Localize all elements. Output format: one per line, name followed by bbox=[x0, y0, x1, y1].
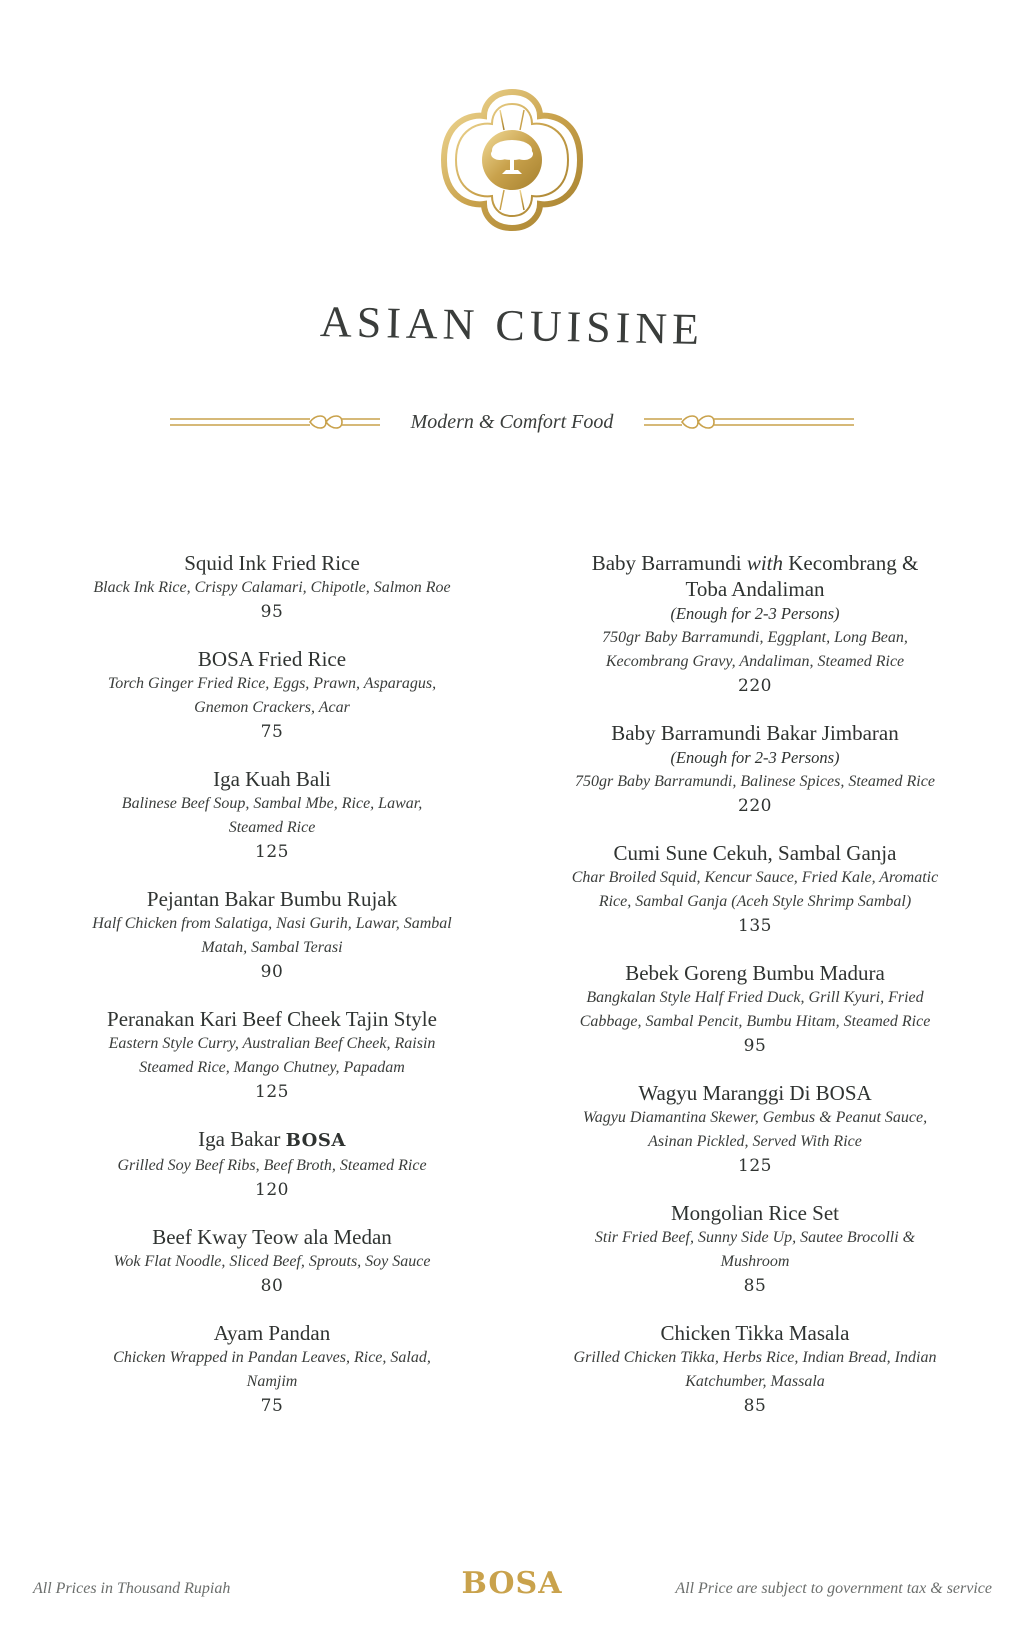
item-name: BOSA Fried Rice bbox=[197, 647, 347, 671]
subtitle: Modern & Comfort Food bbox=[410, 410, 614, 433]
item-description: Eastern Style Curry, Australian Beef Cheek, Raisin bbox=[108, 1035, 436, 1052]
item-price: 85 bbox=[743, 1276, 767, 1296]
item-name-text: Kecombrang & bbox=[783, 551, 919, 575]
item-description: Cabbage, Sambal Pencit, Bumbu Hitam, Steamed Rice bbox=[579, 1013, 931, 1030]
item-price: 75 bbox=[260, 722, 284, 742]
item-name bbox=[82, 1126, 462, 1154]
menu-item bbox=[555, 840, 955, 938]
left-ornament-icon bbox=[170, 412, 380, 432]
item-price: 220 bbox=[738, 676, 772, 696]
item-price: 80 bbox=[260, 1276, 284, 1296]
item-price: 95 bbox=[260, 602, 284, 622]
menu-item bbox=[555, 960, 955, 1058]
item-name-italic: with bbox=[746, 551, 784, 575]
menu-item bbox=[82, 1320, 462, 1418]
item-name-text: Baby Barramundi bbox=[591, 551, 747, 575]
item-name: Peranakan Kari Beef Cheek Tajin Style bbox=[107, 1007, 437, 1031]
item-description: 750gr Baby Barramundi, Eggplant, Long Bean, bbox=[602, 629, 908, 646]
item-name bbox=[555, 550, 955, 576]
item-description: Torch Ginger Fried Rice, Eggs, Prawn, Asparagus, bbox=[107, 675, 437, 692]
item-name: Cumi Sune Cekuh, Sambal Ganja bbox=[613, 841, 897, 865]
menu-column-right bbox=[555, 550, 955, 1440]
item-description: Chicken Wrapped in Pandan Leaves, Rice, Salad, bbox=[113, 1349, 431, 1366]
item-description: Grilled Chicken Tikka, Herbs Rice, Indian Bread, Indian bbox=[573, 1349, 937, 1366]
item-name: Wagyu Maranggi Di BOSA bbox=[638, 1081, 872, 1105]
item-description: Bangkalan Style Half Fried Duck, Grill Kyuri, Fried bbox=[586, 989, 924, 1006]
item-price: 120 bbox=[255, 1180, 289, 1200]
item-price: 220 bbox=[738, 796, 772, 816]
item-description: 750gr Baby Barramundi, Balinese Spices, Steamed Rice bbox=[575, 773, 935, 790]
item-serving-note: (Enough for 2-3 Persons) bbox=[670, 748, 840, 767]
item-name: Chicken Tikka Masala bbox=[660, 1321, 850, 1345]
footer-brand-logo: BOSA bbox=[461, 1566, 563, 1601]
menu-item bbox=[555, 1320, 955, 1418]
item-description: Steamed Rice, Mango Chutney, Papadam bbox=[139, 1059, 405, 1076]
item-description: Asinan Pickled, Served With Rice bbox=[648, 1133, 862, 1150]
menu-item bbox=[82, 1224, 462, 1298]
menu-item bbox=[555, 550, 955, 698]
item-price: 75 bbox=[260, 1396, 284, 1416]
menu-item bbox=[82, 886, 462, 984]
right-ornament-icon bbox=[644, 412, 854, 432]
item-description: Kecombrang Gravy, Andaliman, Steamed Rice bbox=[605, 653, 905, 670]
item-name: Baby Barramundi Bakar Jimbaran bbox=[611, 721, 899, 745]
item-name: Bebek Goreng Bumbu Madura bbox=[625, 961, 885, 985]
menu-item bbox=[555, 1200, 955, 1298]
item-description: Namjim bbox=[246, 1373, 298, 1390]
item-description: Matah, Sambal Terasi bbox=[201, 939, 343, 956]
item-price: 95 bbox=[743, 1036, 767, 1056]
item-price: 125 bbox=[255, 842, 289, 862]
item-name-text: Iga Bakar bbox=[198, 1127, 286, 1151]
item-description: Stir Fried Beef, Sunny Side Up, Sautee Brocolli & bbox=[594, 1229, 916, 1246]
item-description: Rice, Sambal Ganja (Aceh Style Shrimp Sambal) bbox=[598, 893, 912, 910]
tree-emblem-logo bbox=[440, 88, 584, 232]
item-price: 125 bbox=[738, 1156, 772, 1176]
item-description: Char Broiled Squid, Kencur Sauce, Fried Kale, Aromatic bbox=[571, 869, 939, 886]
menu-item bbox=[555, 720, 955, 818]
item-description: Gnemon Crackers, Acar bbox=[194, 699, 350, 716]
item-description: Half Chicken from Salatiga, Nasi Gurih, Lawar, Sambal bbox=[92, 915, 452, 932]
menu-item bbox=[555, 1080, 955, 1178]
item-price: 90 bbox=[260, 962, 284, 982]
item-name: Iga Kuah Bali bbox=[213, 767, 331, 791]
item-name: Squid Ink Fried Rice bbox=[184, 551, 360, 575]
item-price: 85 bbox=[743, 1396, 767, 1416]
menu-column-left bbox=[82, 550, 462, 1440]
item-description: Wagyu Diamantina Skewer, Gembus & Peanut Sauce, bbox=[582, 1109, 928, 1126]
item-serving-note: (Enough for 2-3 Persons) bbox=[670, 604, 840, 623]
item-description: Katchumber, Massala bbox=[685, 1373, 825, 1390]
page-title: ASIAN CUISINE bbox=[319, 296, 705, 355]
item-price: 125 bbox=[255, 1082, 289, 1102]
item-description: Wok Flat Noodle, Sliced Beef, Sprouts, Soy Sauce bbox=[113, 1253, 431, 1270]
item-name: Pejantan Bakar Bumbu Rujak bbox=[146, 887, 398, 911]
item-name-brand: BOSA bbox=[285, 1130, 346, 1151]
subtitle-row bbox=[170, 405, 854, 439]
item-name: Mongolian Rice Set bbox=[671, 1201, 839, 1225]
item-name: Ayam Pandan bbox=[213, 1321, 331, 1345]
item-description: Grilled Soy Beef Ribs, Beef Broth, Steamed Rice bbox=[117, 1157, 427, 1174]
menu-item bbox=[82, 550, 462, 624]
menu-item bbox=[82, 1006, 462, 1104]
footer-tax-note: All Price are subject to government tax & service bbox=[675, 1580, 992, 1597]
item-description: Steamed Rice bbox=[228, 819, 316, 836]
menu-item bbox=[82, 766, 462, 864]
item-description: Balinese Beef Soup, Sambal Mbe, Rice, Lawar, bbox=[121, 795, 423, 812]
item-price: 135 bbox=[738, 916, 772, 936]
menu-item bbox=[82, 646, 462, 744]
menu-item bbox=[82, 1126, 462, 1202]
item-name: Beef Kway Teow ala Medan bbox=[152, 1225, 392, 1249]
item-name-line2: Toba Andaliman bbox=[685, 577, 825, 601]
footer-price-note: All Prices in Thousand Rupiah bbox=[33, 1580, 231, 1597]
item-description: Black Ink Rice, Crispy Calamari, Chipotle, Salmon Roe bbox=[93, 579, 451, 596]
item-description: Mushroom bbox=[720, 1253, 790, 1270]
